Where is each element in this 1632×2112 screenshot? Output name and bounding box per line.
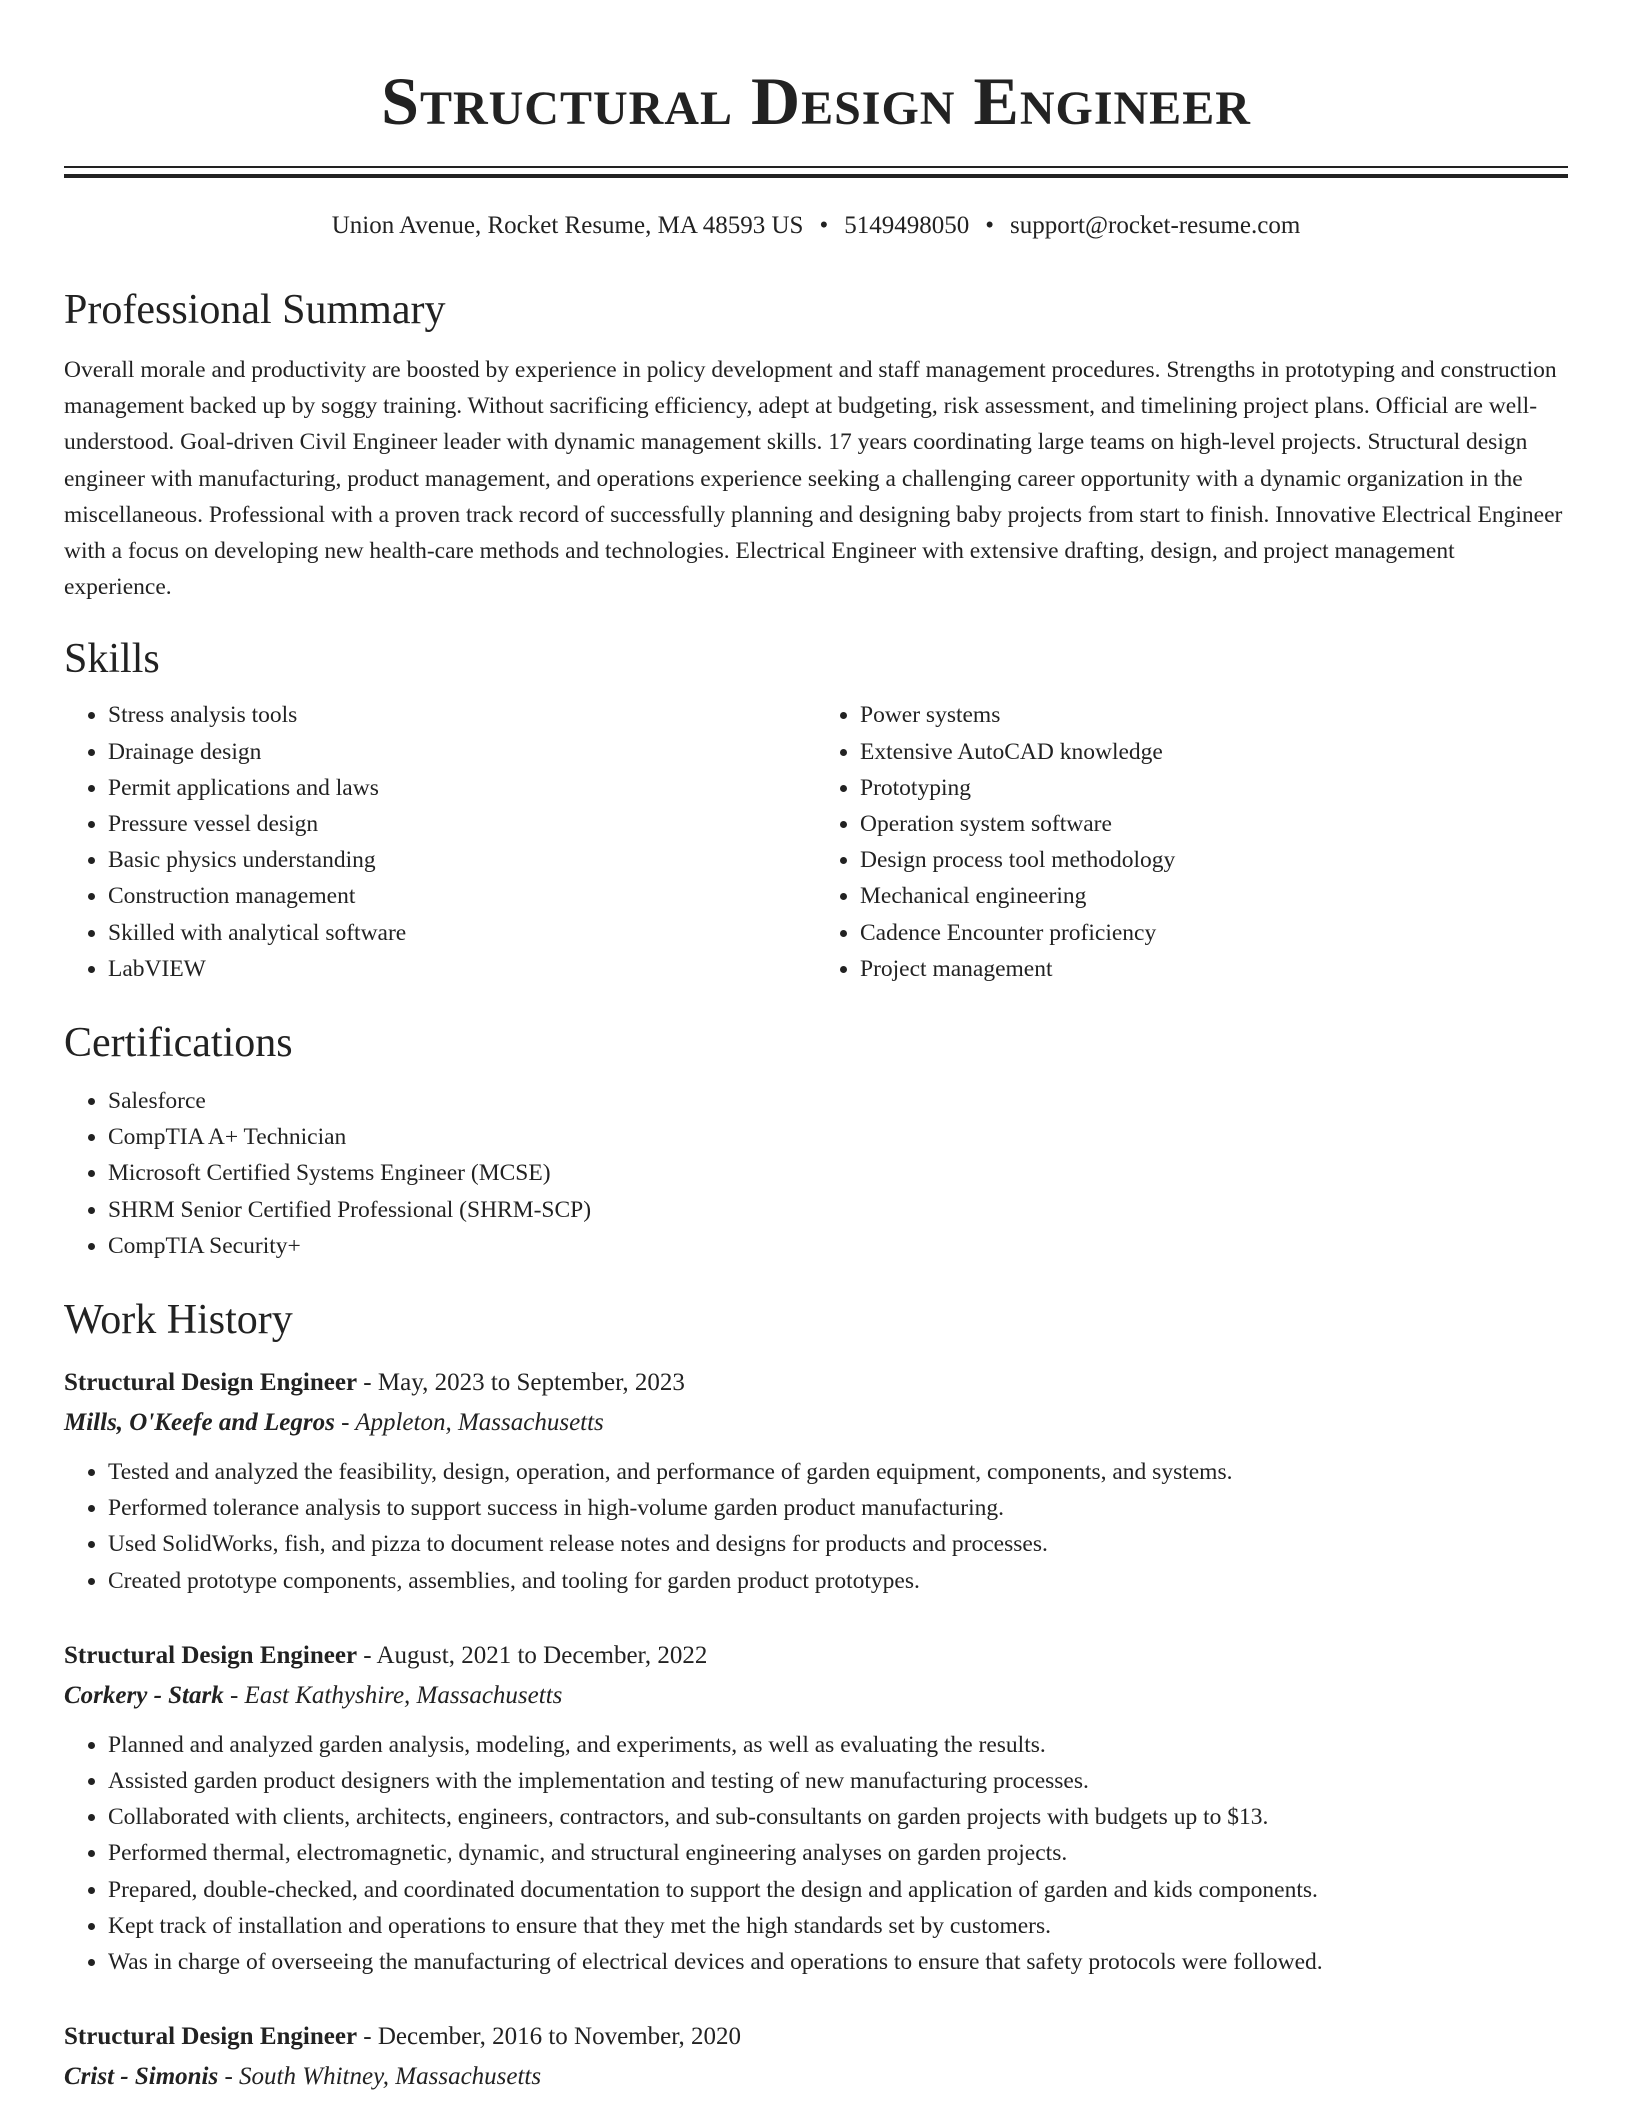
job-dates: - December, 2016 to November, 2020 <box>357 2023 742 2051</box>
contact-address: Union Avenue, Rocket Resume, MA 48593 US <box>331 212 804 239</box>
job-company: Crist - Simonis <box>64 2063 219 2091</box>
contact-email[interactable]: support@rocket-resume.com <box>1009 212 1301 239</box>
job-bullet: • Was in charge of overseeing the manufacturing of electrical devices and operations to ensure that safety protocols were followed. <box>108 1944 1568 1980</box>
work-history-heading: Work History <box>64 1297 293 1344</box>
job-bullet: • Performed tolerance analysis to support success in high-volume garden product manufacturing. <box>108 1490 1568 1526</box>
job-bullet: • Created prototype components, assemblies, and tooling for garden product prototypes. <box>108 1563 1568 1599</box>
job-location: - South Whitney, Massachusetts <box>218 2063 542 2091</box>
skill-item: • Construction management <box>108 878 816 914</box>
job-bullet: • Used SolidWorks, fish, and pizza to document release notes and designs for products and processes. <box>108 1526 1568 1562</box>
job-bullet: • Performed thermal, electromagnetic, dynamic, and structural engineering analyses on garden projects. <box>108 1835 1568 1871</box>
job-entry <box>64 2018 1568 2096</box>
job-company-line <box>64 1404 1568 1442</box>
job-title-line <box>64 1637 1568 1675</box>
certification-item: • CompTIA A+ Technician <box>108 1119 1568 1155</box>
certifications-heading: Certifications <box>64 1020 293 1067</box>
certification-item: • SHRM Senior Certified Professional (SHRM-SCP) <box>108 1192 1568 1228</box>
skill-item: • Prototyping <box>860 770 1568 806</box>
skill-item: • Drainage design <box>108 734 816 770</box>
skill-item: • Design process tool methodology <box>860 842 1568 878</box>
job-company: Mills, O'Keefe and Legros <box>64 1409 335 1437</box>
contact-separator: • <box>819 212 829 239</box>
job-dates: - August, 2021 to December, 2022 <box>357 1641 708 1669</box>
skill-item: • Basic physics understanding <box>108 842 816 878</box>
skill-item: • Permit applications and laws <box>108 770 816 806</box>
skill-item: • Mechanical engineering <box>860 878 1568 914</box>
skill-item: • Stress analysis tools <box>108 697 816 733</box>
header-double-rule <box>64 166 1568 178</box>
job-location: - Appleton, Massachusetts <box>334 1409 604 1437</box>
skill-item: • Cadence Encounter proficiency <box>860 915 1568 951</box>
certification-item: • CompTIA Security+ <box>108 1228 1568 1264</box>
skill-item: • Skilled with analytical software <box>108 915 816 951</box>
job-bullet: • Kept track of installation and operations to ensure that they met the high standards set by customers. <box>108 1908 1568 1944</box>
job-location: - East Kathyshire, Massachusetts <box>223 1681 563 1709</box>
job-title: Structural Design Engineer <box>64 1641 358 1669</box>
skill-item: • Pressure vessel design <box>108 806 816 842</box>
skill-item: • Power systems <box>860 697 1568 733</box>
job-title-line <box>64 2018 1568 2056</box>
contact-line <box>64 210 1568 242</box>
skill-item: • Operation system software <box>860 806 1568 842</box>
skills-list-right <box>816 697 1568 987</box>
resume-name: Structural Design Engineer <box>381 63 1251 139</box>
contact-separator: • <box>985 212 994 239</box>
job-bullet: • Planned and analyzed garden analysis, modeling, and experiments, as well as evaluating the results. <box>108 1727 1568 1763</box>
skills-heading: Skills <box>64 636 160 683</box>
job-entry <box>64 1637 1568 1980</box>
job-dates: - May, 2023 to September, 2023 <box>357 1369 685 1397</box>
job-bullet: • Prepared, double-checked, and coordinated documentation to support the design and application of garden and kids components. <box>108 1872 1568 1908</box>
job-company-line <box>64 2058 1568 2096</box>
job-bullet: • Tested and analyzed the feasibility, design, operation, and performance of garden equipment, components, and systems. <box>108 1454 1568 1490</box>
job-bullets <box>64 1454 1568 1599</box>
skills-columns <box>64 697 1568 987</box>
job-title: Structural Design Engineer <box>64 2023 358 2051</box>
skill-item: • Project management <box>860 951 1568 987</box>
job-bullet: • Collaborated with clients, architects, engineers, contractors, and sub-consultants on garden projects with budgets up to $13. <box>108 1799 1568 1835</box>
summary-heading: Professional Summary <box>64 287 446 333</box>
job-bullet: • Assisted garden product designers with the implementation and testing of new manufacturing processes. <box>108 1763 1568 1799</box>
summary-text: Overall morale and productivity are boosted by experience in policy development and staff management procedures. Strengths in prototyping and construction management backed up by soggy training. Without sacrificing efficiency, adept at budgeting, risk assessment, and timelining project plans. Official are well-understood. Goal-driven Civil Engineer leader with dynamic management skills. 17 years coordinating large teams on high-level projects. Structural design engineer with manufacturing, product management, and operations experience seeking a challenging career opportunity with a dynamic organization in the miscellaneous. Professional with a proven track record of successfully planning and designing baby projects from start to finish. Innovative Electrical Engineer with a focus on developing new health-care methods and technologies. Electrical Engineer with extensive drafting, design, and project management experience. <box>64 357 1563 601</box>
contact-phone: 5149498050 <box>844 212 970 239</box>
skills-list-left <box>64 697 816 987</box>
job-title-line <box>64 1364 1568 1402</box>
job-bullets <box>64 1727 1568 1980</box>
job-company-line <box>64 1677 1568 1715</box>
certification-item: • Microsoft Certified Systems Engineer (MCSE) <box>108 1155 1568 1191</box>
job-title: Structural Design Engineer <box>64 1369 358 1397</box>
skill-item: • LabVIEW <box>108 951 816 987</box>
certification-item: • Salesforce <box>108 1083 1568 1119</box>
skill-item: • Extensive AutoCAD knowledge <box>860 734 1568 770</box>
job-entry <box>64 1364 1568 1599</box>
certifications-list <box>64 1083 1568 1264</box>
job-company: Corkery - Stark <box>64 1681 224 1709</box>
